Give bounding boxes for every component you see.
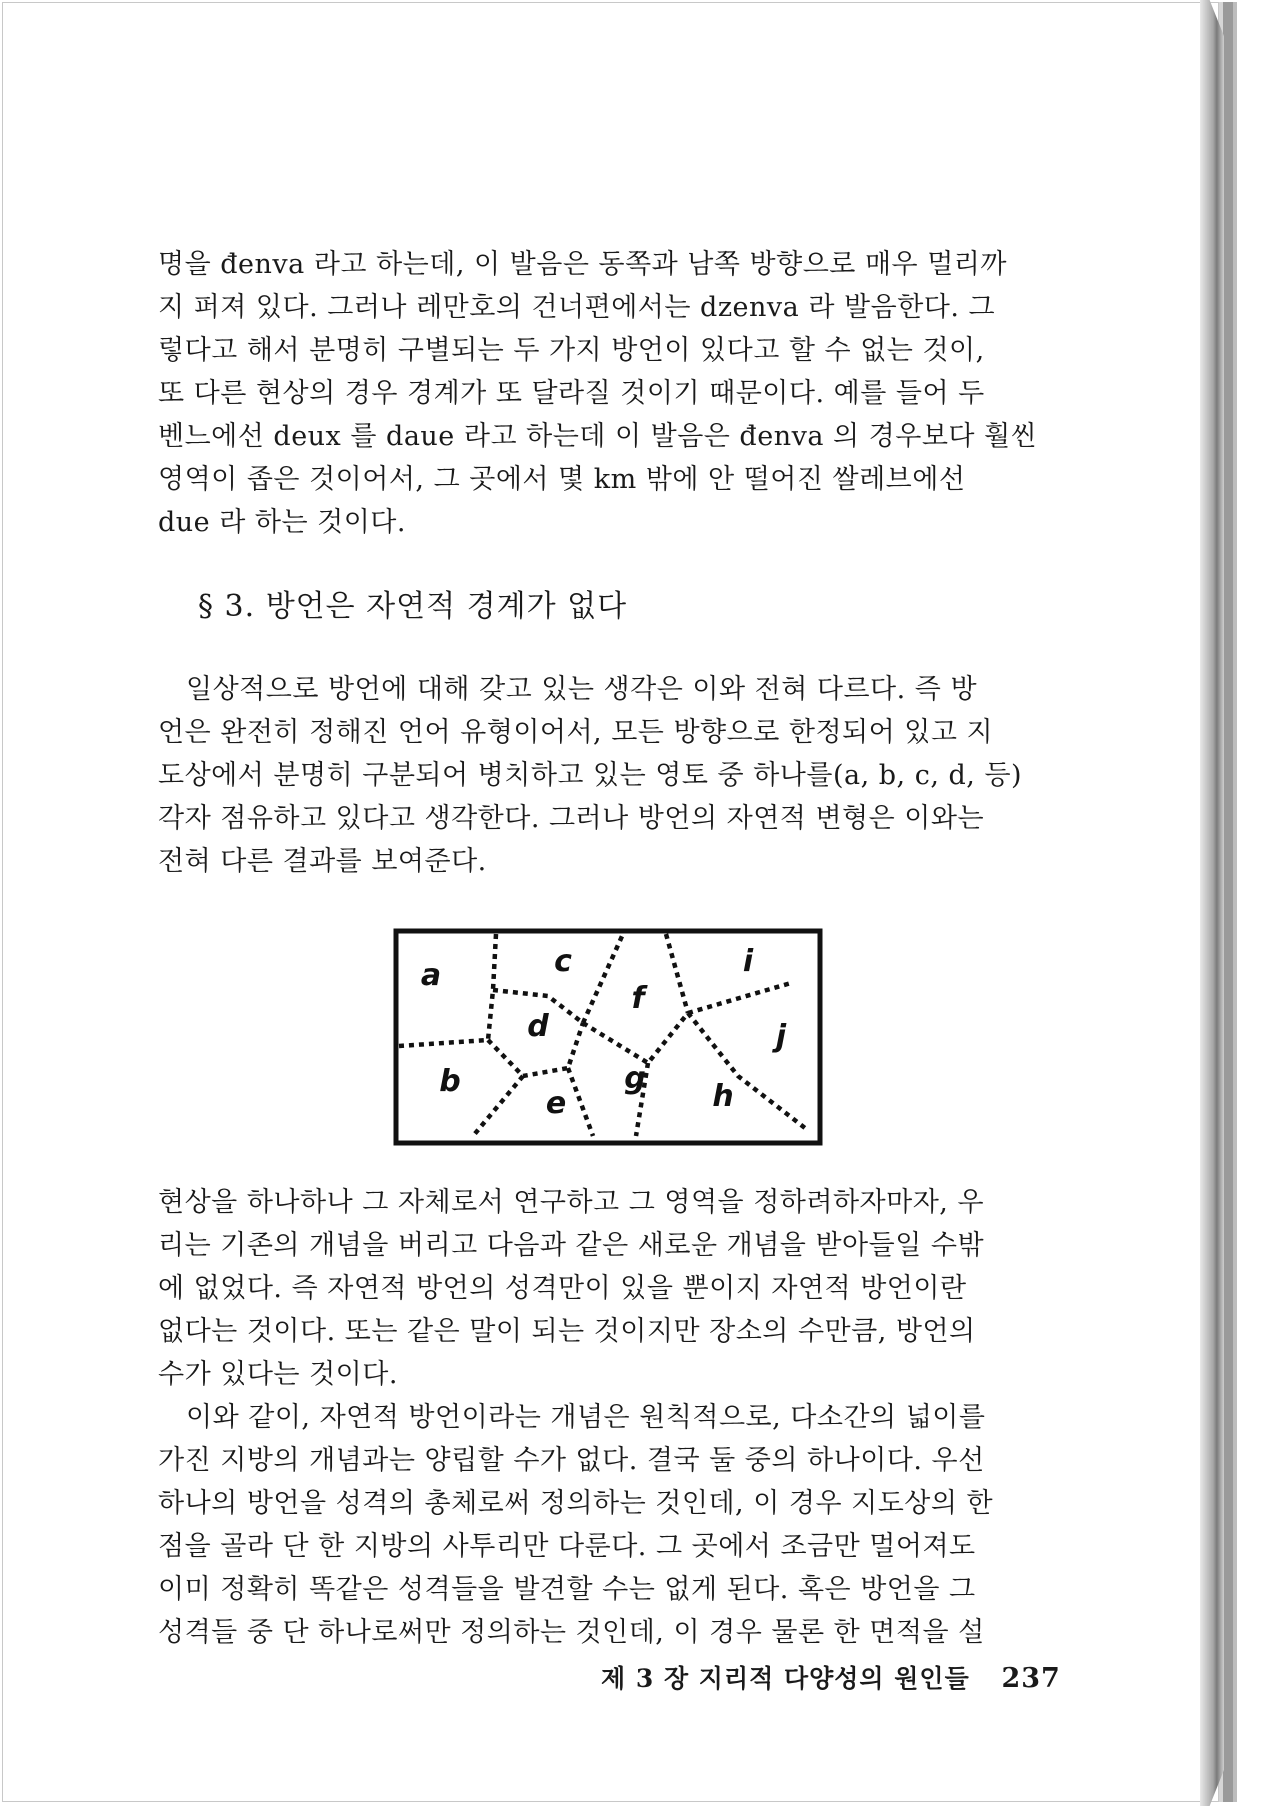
text-line: 리는 기존의 개념을 버리고 다음과 같은 새로운 개념을 받아들일 수밖 [158,1230,985,1261]
text-line: 현상을 하나하나 그 자체로서 연구하고 그 영역을 정하려하자마자, 우 [158,1187,985,1218]
text-line: 일상적으로 방언에 대해 갖고 있는 생각은 이와 전혀 다르다. 즉 방 [186,674,978,705]
text-line: 성격들 중 단 하나로써만 정의하는 것인데, 이 경우 물론 한 면적을 설 [158,1617,985,1648]
region-label-j: j [775,1019,787,1054]
text-line: 벤느에선 deux 를 daue 라고 하는데 이 발음은 đenva 의 경우보다 훨씬 [158,421,1038,452]
page-edge-shadow [1200,0,1224,1806]
paragraph-2 [158,668,1048,883]
text-line: 렇다고 해서 분명히 구별되는 두 가지 방언이 있다고 할 수 없는 것이, [158,335,985,366]
region-label-c: c [554,944,572,979]
boundary-line [568,1068,593,1136]
boundary-line [583,934,623,1023]
paragraph-4 [158,1396,1048,1654]
dialect-map-figure [393,928,823,1146]
region-label-a: a [420,958,442,993]
boundary-line [583,1013,688,1063]
text-line: 하나의 방언을 성격의 총체로써 정의하는 것인데, 이 경우 지도상의 한 [158,1488,994,1519]
text-line: 각자 점유하고 있다고 생각한다. 그러나 방언의 자연적 변형은 이와는 [158,803,985,834]
text-line: 이미 정확히 똑같은 성격들을 발견할 수는 없게 된다. 혹은 방언을 그 [158,1574,976,1605]
boundary-line [688,1013,805,1128]
map-border [396,931,820,1143]
boundary-line [399,1040,488,1046]
text-line: 가진 지방의 개념과는 양립할 수가 없다. 결국 둘 중의 하나이다. 우선 [158,1445,985,1476]
region-label-h: h [712,1079,734,1114]
region-labels [421,944,787,1121]
page-sheet [2,2,1219,1802]
region-label-f: f [631,981,645,1016]
region-label-e: e [545,1086,567,1121]
region-label-d: d [527,1009,549,1044]
text-line: due 라 하는 것이다. [158,507,406,538]
text-line: 영역이 좁은 것이어서, 그 곳에서 몇 km 밖에 안 떨어진 쌀레브에선 [158,464,966,495]
region-label-b: b [439,1064,461,1099]
text-line: 명을 đenva 라고 하는데, 이 발음은 동쪽과 남쪽 방향으로 매우 멀리까 [158,249,1007,280]
chapter-title: 제 3 장 지리적 다양성의 원인들 [601,1664,970,1693]
text-line: 점을 골라 단 한 지방의 사투리만 다룬다. 그 곳에서 조금만 멀어져도 [158,1531,976,1562]
boundary-line [473,1076,523,1136]
paragraph-3 [158,1181,1048,1396]
dialect-map-svg [393,928,823,1146]
boundary-line [666,934,688,1013]
text-line: 전혀 다른 결과를 보여준다. [158,846,487,877]
boundary-line [688,983,791,1013]
text-line: 도상에서 분명히 구분되어 병치하고 있는 영토 중 하나를(a, b, c, d, 등) [158,760,1023,791]
text-line: 이와 같이, 자연적 방언이라는 개념은 원칙적으로, 다소간의 넓이를 [186,1402,986,1433]
text-line: 지 퍼져 있다. 그러나 레만호의 건너편에서는 dzenva 라 발음한다. 그 [158,292,996,323]
text-line: 없다는 것이다. 또는 같은 말이 되는 것이지만 장소의 수만큼, 방언의 [158,1316,976,1347]
region-label-i: i [742,944,754,979]
page-footer [601,1659,1061,1695]
paragraph-1 [158,243,1048,544]
text-line: 언은 완전히 정해진 언어 유형이어서, 모든 방향으로 한정되어 있고 지 [158,717,994,748]
section-heading: § 3. 방언은 자연적 경계가 없다 [198,589,628,624]
page-number: 237 [1001,1663,1061,1694]
text-line: 에 없었다. 즉 자연적 방언의 성격만이 있을 뿐이지 자연적 방언이란 [158,1273,967,1304]
text-line: 수가 있다는 것이다. [158,1359,398,1390]
boundary-line [488,934,496,1040]
region-label-g: g [624,1061,646,1096]
text-line: 또 다른 현상의 경우 경계가 또 달라질 것이기 때문이다. 예를 들어 두 [158,378,985,409]
